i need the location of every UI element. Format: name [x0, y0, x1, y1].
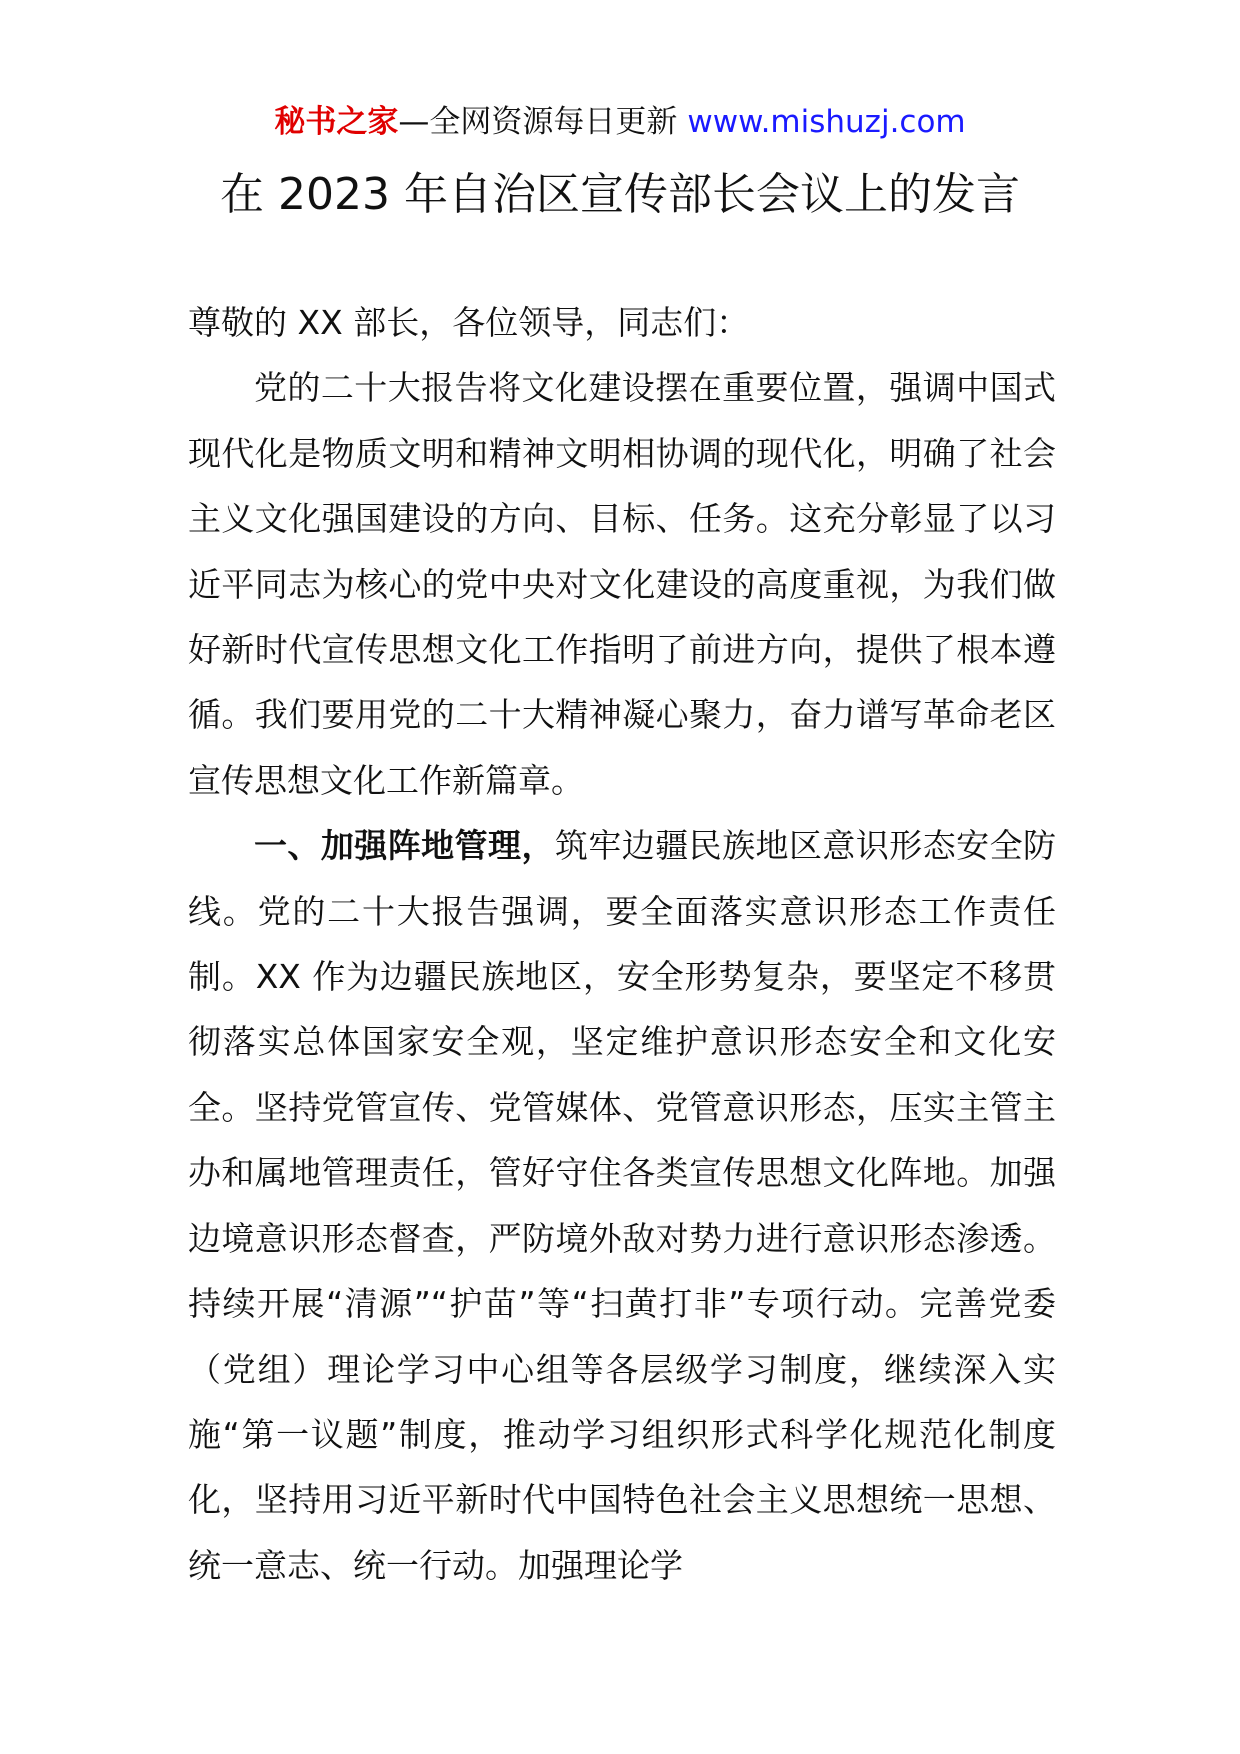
document-title: 在 2023 年自治区宣传部长会议上的发言	[220, 169, 1020, 220]
section-1-heading: 一、加强阵地管理，	[254, 826, 555, 866]
header-tagline: —全网资源每日更新	[398, 104, 678, 140]
brand-name: 秘书之家	[274, 104, 399, 140]
document-body	[188, 290, 1056, 1598]
salutation: 尊敬的 XX 部长，各位领导，同志们：	[188, 303, 750, 342]
website-link[interactable]: www.mishuzj.com	[687, 104, 966, 140]
paragraph-section-1	[188, 813, 1056, 1598]
section-1-body: 筑牢边疆民族地区意识形态安全防线。党的二十大报告强调，要全面落实意识形态工作责任制。XX 作为边疆民族地区，安全形势复杂，要坚定不移贯彻落实总体国家安全观，坚定维护意识形态安全和文化安全。坚持党管宣传、党管媒体、党管意识形态，压实主管主办和属地管理责任，管好守住各类宣传思想文化阵地。加强边境意识形态督查，严防境外敌对势力进行意识形态渗透。持续开展“清源”“护苗”等“扫黄打非”专项行动。完善党委（党组）理论学习中心组等各层级学习制度，继续深入实施“第一议题”制度，推动学习组织形式科学化规范化制度化，坚持用习近平新时代中国特色社会主义思想统一思想、统一意志、统一行动。加强理论学	[188, 826, 1057, 1585]
paragraph-intro: 党的二十大报告将文化建设摆在重要位置，强调中国式现代化是物质文明和精神文明相协调的现代化，明确了社会主义文化强国建设的方向、目标、任务。这充分彰显了以习近平同志为核心的党中央对文化建设的高度重视，为我们做好新时代宣传思想文化工作指明了前进方向，提供了根本遵循。我们要用党的二十大精神凝心聚力，奋力谱写革命老区宣传思想文化工作新篇章。	[188, 368, 1056, 800]
header-banner	[0, 102, 1240, 142]
